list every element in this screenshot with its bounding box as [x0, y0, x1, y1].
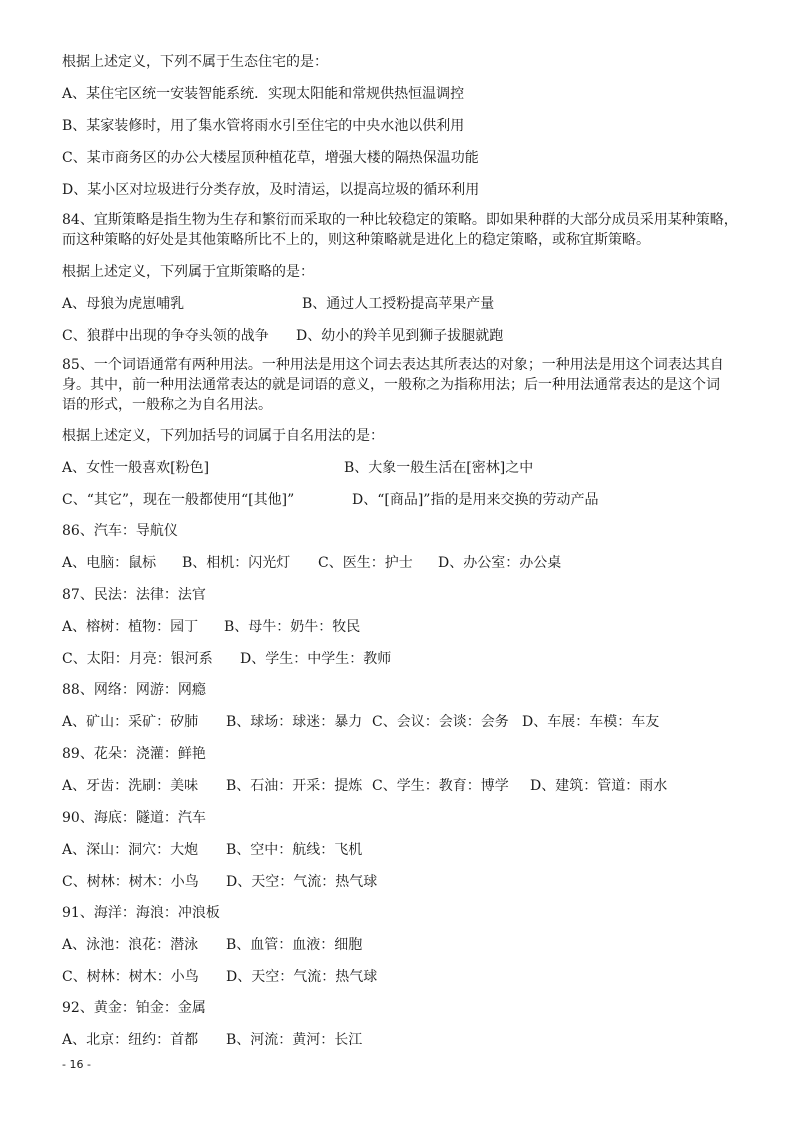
q90-stem: 90、海底：隧道：汽车: [62, 810, 206, 826]
q84-definition: [62, 210, 752, 250]
q86-option-a: A、电脑：鼠标: [62, 555, 157, 571]
q90-option-c: C、树林：树木：小鸟: [62, 874, 199, 890]
q86-option-d: D、办公室：办公桌: [438, 555, 562, 571]
q87-option-a: A、榕树：植物：园丁: [62, 619, 199, 635]
q84-definition-line: 而这种策略的好处是其他策略所比不上的，则这种策略就是进化上的稳定策略，或称宜斯策略。: [62, 232, 650, 248]
q91-option-d: D、天空：气流：热气球: [226, 969, 378, 985]
q91-option-a: A、泳池：浪花：潜泳: [62, 937, 199, 953]
q88-option-b: B、球场：球迷：暴力: [226, 714, 363, 730]
q92-option-a: A、北京：纽约：首都: [62, 1032, 199, 1048]
q83-option-b: B、某家装修时，用了集水管将雨水引至住宅的中央水池以供利用: [62, 118, 465, 134]
q90-option-b: B、空中：航线：飞机: [226, 842, 363, 858]
q92-stem: 92、黄金：铂金：金属: [62, 1000, 206, 1016]
q86-stem: 86、汽车：导航仪: [62, 523, 178, 539]
q87-option-b: B、母牛：奶牛：牧民: [224, 619, 361, 635]
q84-option-c: C、狼群中出现的争夺头领的战争: [62, 328, 269, 344]
q85-definition-line: 身。其中，前一种用法通常表达的就是词语的意义，一般称之为指称用法；后一种用法通常表达的是这个词: [62, 377, 720, 393]
q90-option-d: D、天空：气流：热气球: [226, 874, 378, 890]
q88-option-c: C、会议：会谈：会务: [372, 714, 509, 730]
q89-option-b: B、石油：开采：提炼: [226, 778, 363, 794]
q87-option-c: C、太阳：月亮：银河系: [62, 651, 213, 667]
q85-definition-line: 语的形式，一般称之为自名用法。: [62, 397, 272, 413]
q84-option-b: B、通过人工授粉提高苹果产量: [302, 296, 495, 312]
q84-option-a: A、母狼为虎崽哺乳: [62, 296, 185, 312]
q85-option-b: B、大象一般生活在[密林]之中: [344, 460, 534, 476]
q87-stem: 87、民法：法律：法官: [62, 587, 206, 603]
q88-option-a: A、矿山：采矿：矽肺: [62, 714, 199, 730]
q89-option-c: C、学生：教育：博学: [372, 778, 509, 794]
q85-definition-line: 85、一个词语通常有两种用法。一种用法是用这个词去表达其所表达的对象；一种用法是用这个词表达其自: [62, 357, 724, 373]
q85-option-d: D、“[商品]”指的是用来交换的劳动产品: [352, 492, 599, 508]
q88-option-d: D、车展：车模：车友: [522, 714, 660, 730]
q91-option-c: C、树林：树木：小鸟: [62, 969, 199, 985]
q91-option-b: B、血管：血液：细胞: [226, 937, 363, 953]
q86-option-b: B、相机：闪光灯: [182, 555, 291, 571]
q88-stem: 88、网络：网游：网瘾: [62, 682, 206, 698]
q86-option-c: C、医生：护士: [318, 555, 413, 571]
q84-option-d: D、幼小的羚羊见到狮子拔腿就跑: [296, 328, 504, 344]
page-number: - 16 -: [62, 1058, 91, 1071]
q83-option-c: C、某市商务区的办公大楼屋顶种植花草，增强大楼的隔热保温功能: [62, 150, 479, 166]
q85-option-a: A、女性一般喜欢[粉色]: [62, 460, 210, 476]
q85-question-prompt: 根据上述定义，下列加括号的词属于自名用法的是：: [62, 428, 384, 444]
q84-definition-line: 84、宜斯策略是指生物为生存和繁衍而采取的一种比较稳定的策略。即如果种群的大部分成员采用某种策略，: [62, 212, 738, 228]
q89-option-a: A、牙齿：洗刷：美味: [62, 778, 199, 794]
q84-question-prompt: 根据上述定义，下列属于宜斯策略的是：: [62, 264, 314, 280]
q83-option-a: A、某住宅区统一安装智能系统．实现太阳能和常规供热恒温调控: [62, 86, 465, 102]
q90-option-a: A、深山：洞穴：大炮: [62, 842, 199, 858]
q83-question-prompt: 根据上述定义，下列不属于生态住宅的是：: [62, 54, 328, 70]
q83-option-d: D、某小区对垃圾进行分类存放，及时清运，以提高垃圾的循环利用: [62, 182, 480, 198]
q91-stem: 91、海洋：海浪：冲浪板: [62, 905, 220, 921]
q89-option-d: D、建筑：管道：雨水: [530, 778, 668, 794]
q89-stem: 89、花朵：浇灌：鲜艳: [62, 746, 206, 762]
q85-option-c: C、“其它”，现在一般都使用“[其他]”: [62, 492, 295, 508]
q92-option-b: B、河流：黄河：长江: [226, 1032, 363, 1048]
q87-option-d: D、学生：中学生：教师: [240, 651, 392, 667]
q85-definition: [62, 355, 752, 415]
